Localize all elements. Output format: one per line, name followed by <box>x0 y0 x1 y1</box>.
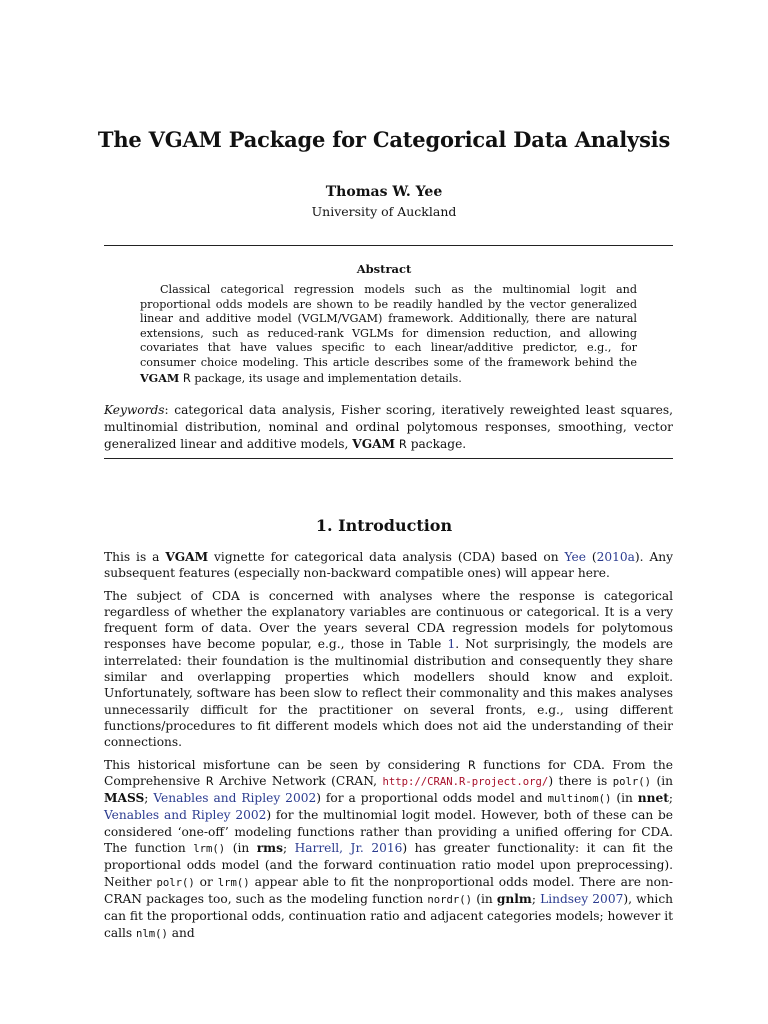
citation-link[interactable]: Venables and Ripley 2002 <box>153 791 317 806</box>
abstract-text: Classical categorical regression models such as the multinomial logit and proportional odds models are shown to be readily handled by the vector generalized linear and additive model (VGLM/VGAM) framework. Additionally, there are natural extensions, such as reduced-rank VGLMs for dimension reduction, and allowing covariates that have values specific to each linear/additive predictor, e.g., for consumer choice modeling. This article describes some of the framework behind the VGAM R package, its usage and implementation details. <box>140 283 637 385</box>
abstract-top-rule <box>104 245 673 246</box>
function-name: multinom() <box>547 793 612 806</box>
paragraph-1: This is a VGAM vignette for categorical data analysis (CDA) based on Yee (2010a). Any subsequent features (especially non-backward compatible ones) will appear here. <box>104 550 674 581</box>
table-reference-link[interactable]: 1 <box>447 637 456 652</box>
abstract-bottom-rule <box>104 458 673 459</box>
keywords-label: Keywords <box>104 403 165 417</box>
r-language-name: R <box>205 773 214 788</box>
citation-link[interactable]: 2010a <box>596 550 635 564</box>
citation-link[interactable]: Lindsey 2007 <box>540 891 624 906</box>
package-name: MASS <box>104 791 145 806</box>
paragraph-2: The subject of CDA is concerned with analyses where the response is categorical regardless of whether the explanatory variables are continuous or categorical. It is a very frequent form of data. Over the years several CDA regression models for polytomous responses have become popular, e.g., those in Table 1. Not surprisingly, the models are interrelated: their foundation is the multinomial distribution and consequently they share similar and overlapping properties which modellers should know and exploit. Unfortunately, software has been slow to reflect their commonality and this makes analyses unnecessarily difficult for the practitioner on several fronts, e.g., using different functions/procedures to fit different models which does not aid the understanding of their connections. <box>104 588 674 750</box>
paper-title: The VGAM Package for Categorical Data Analysis <box>97 127 671 152</box>
citation-link[interactable]: Harrell, Jr. 2016 <box>294 841 403 856</box>
package-name: nnet <box>637 791 669 806</box>
r-language-name: R <box>398 437 407 451</box>
abstract-heading: Abstract <box>356 262 412 276</box>
introduction-body <box>104 549 673 948</box>
package-name: VGAM <box>165 550 209 564</box>
paragraph-3: This historical misfortune can be seen by considering R functions for CDA. From the Comprehensive R Archive Network (CRAN, http://CRAN.R-project.org/) there is polr() (in MASS; Venables and Ripley 2002) for a proportional odds model and multinom() (in nnet; Venables and Ripley 2002) for the multinomial logit model. However, both of these can be considered ‘one-off’ modeling functions rather than providing a unified offering for CDA. The function lrm() (in rms; Harrell, Jr. 2016) has greater functionality: it can fit the proportional odds model (and the forward continuation ratio model upon preprocessing). Neither polr() or lrm() appear able to fit the nonproportional odds model. There are non-CRAN packages too, such as the modeling function nordr() (in gnlm; Lindsey 2007), which can fit the proportional odds, continuation ratio and adjacent categories models; however it calls nlm() and <box>104 757 673 940</box>
author-name: Thomas W. Yee <box>325 184 443 200</box>
function-name: polr() <box>156 876 195 889</box>
function-name: nlm() <box>136 927 168 940</box>
cran-url-link[interactable]: http://CRAN.R-project.org/ <box>382 775 549 788</box>
section-heading-introduction: 1. Introduction <box>315 516 453 535</box>
package-name: VGAM <box>352 437 396 451</box>
function-name: polr() <box>612 775 651 788</box>
r-language-name: R <box>182 370 191 385</box>
function-name: lrm() <box>217 876 250 889</box>
package-name: gnlm <box>496 891 532 906</box>
package-name: VGAM <box>140 370 180 385</box>
package-name: rms <box>256 841 283 856</box>
citation-link[interactable]: Venables and Ripley 2002 <box>104 808 267 823</box>
citation-link[interactable]: Yee <box>564 550 586 564</box>
function-name: nordr() <box>427 893 473 906</box>
keywords: Keywords: categorical data analysis, Fisher scoring, iteratively reweighted least squares, multinomial distribution, nominal and ordinal polytomous responses, smoothing, vector generalized linear and additive models, VGAM R package. <box>104 403 673 451</box>
r-language-name: R <box>467 757 476 772</box>
function-name: lrm() <box>193 843 226 856</box>
author-affiliation: University of Auckland <box>311 204 457 219</box>
